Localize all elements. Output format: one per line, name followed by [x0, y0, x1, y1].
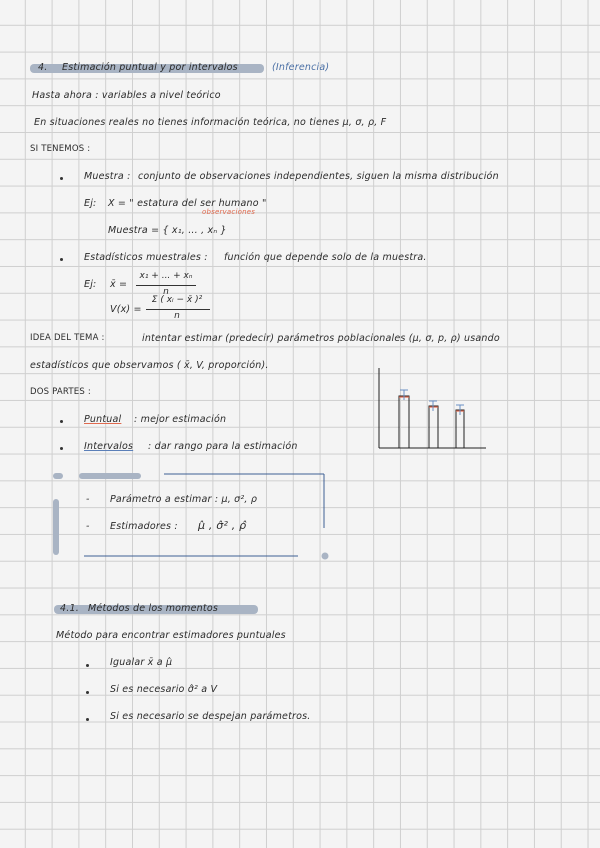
var-lhs: V(x) = [110, 304, 142, 315]
metodo-item: Si es necesario se despejan parámetros. [110, 711, 311, 722]
si-tenemos: SI TENEMOS : [30, 144, 91, 154]
parte-intervalos-text: : dar rango para la estimación [148, 441, 298, 452]
ej-text: X = " estatura del ser humano " [108, 198, 267, 209]
line-situaciones: En situaciones reales no tienes información teórica, no tienes μ, σ, ρ, F [34, 117, 387, 128]
box-dash: - [86, 494, 90, 505]
mean-lhs: x̄ = [110, 279, 128, 290]
section41-number: 4.1. [60, 603, 79, 614]
metodo-item: Si es necesario σ̂² a V [110, 684, 218, 695]
mean-denominator: n [163, 287, 169, 297]
ej-label: Ej: [84, 198, 97, 209]
metodo-intro: Método para encontrar estimadores puntuales [56, 630, 286, 641]
estadisticos-label: Estadísticos muestrales : [84, 252, 208, 263]
var-denominator: n [174, 311, 180, 321]
line-hasta-ahora: Hasta ahora : variables a nivel teórico [32, 90, 221, 101]
box-dash: - [86, 521, 90, 532]
observaciones-note: observaciones [202, 208, 256, 216]
parte-puntual-label: Puntual [84, 414, 122, 425]
bullet [86, 664, 89, 667]
mean-numerator: x₁ + ... + xₙ [139, 271, 193, 281]
section41-title: Métodos de los momentos [88, 603, 218, 614]
box-row-parametro: Parámetro a estimar : μ, σ², ρ [110, 494, 258, 505]
muestra-text: conjunto de observaciones independientes, siguen la misma distribución [138, 171, 499, 182]
dos-partes: DOS PARTES : [30, 387, 91, 397]
muestra-label: Muestra : [84, 171, 131, 182]
ej-label: Ej: [84, 279, 97, 290]
section-title: Estimación puntual y por intervalos [62, 62, 238, 73]
box-row-estimadores-values: μ̂ , σ̂² , ρ̂ [198, 519, 247, 532]
muestra-equation: Muestra = { x₁, ... , xₙ } [108, 225, 227, 236]
idea-text-2: estadísticos que observamos ( x̄, V, proporción). [30, 360, 269, 371]
box-frame [56, 474, 329, 560]
section-number: 4. [38, 62, 48, 73]
parte-puntual-text: : mejor estimación [134, 414, 227, 425]
bullet [86, 691, 89, 694]
section-tag: (Inferencia) [272, 62, 330, 73]
idea-text-1: intentar estimar (predecir) parámetros poblacionales (μ, σ, p, ρ) usando [142, 333, 500, 344]
metodo-item: Igualar x̄ a μ̂ [110, 657, 173, 668]
var-numerator: Σ ( xᵢ − x̄ )² [151, 295, 203, 305]
idea-label: IDEA DEL TEMA : [30, 333, 105, 343]
bullet [86, 718, 89, 721]
parte-intervalos-label: Intervalos [84, 441, 134, 452]
box-row-estimadores-label: Estimadores : [110, 521, 178, 532]
estadisticos-text: función que depende solo de la muestra. [224, 252, 427, 263]
